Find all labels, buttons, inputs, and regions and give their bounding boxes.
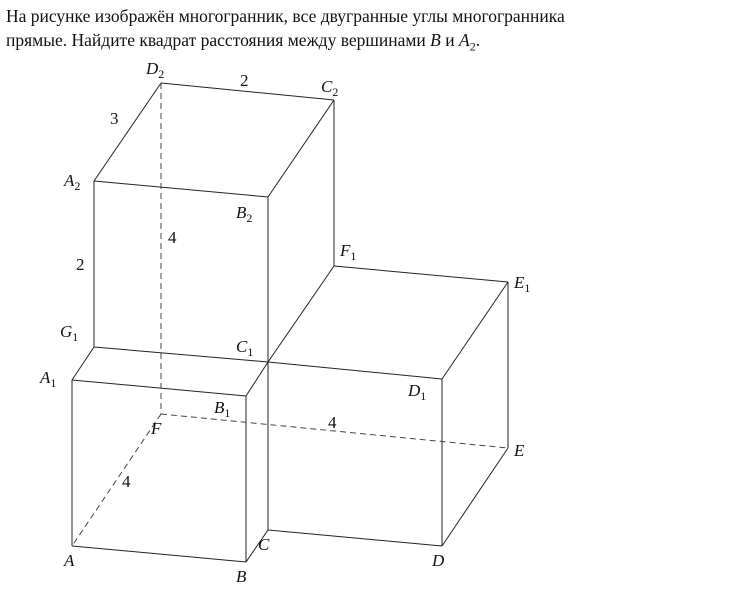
vertex-label-d1: $D_1$ [408,381,427,403]
edge-a1-b1 [72,380,246,396]
vertex-label-c1: $C_1$ [236,337,254,359]
vertex-label-g1: $G_1$ [60,322,79,344]
problem-conj: и [440,30,459,50]
edge-e1-d1 [442,282,508,379]
problem-period: . [475,30,481,50]
vertex-label-b: B [236,567,247,586]
edge-d2-a2 [94,83,161,181]
vertex-label-c2: $C_2$ [321,77,339,99]
vertex-label-d: D [432,551,445,570]
edge-c2-b2 [268,100,334,197]
edge-e-d [442,448,508,546]
problem-line-2-text: прямые. Найдите квадрат расстояния между вершинами [6,30,431,50]
vertex-label-c: C [258,535,270,554]
vertex-label-a2: $A_2$ [64,171,81,193]
dimension-top-depth: 3 [110,109,119,128]
edge-f1-e1 [334,266,508,282]
dimension-bottom-depth: 4 [122,472,131,491]
edge-g1-a1 [72,347,94,380]
edge-c1-d1 [268,362,442,379]
vertex-label-b2: $B_2$ [236,203,253,225]
vertex-label-a: A [64,551,75,570]
problem-line-1: На рисунке изображён многогранник, все двугранные углы многогранника [6,6,565,26]
dimension-right-length: 4 [328,413,337,432]
vertex-ref-b: B [430,30,441,50]
edge-c-d [268,530,442,546]
vertex-label-a1: $A_1$ [40,368,57,390]
vertex-labels [39,59,530,586]
visible-edges [72,83,508,562]
vertex-label-d2: $D_2$ [146,59,165,81]
edge-f1-c1 [268,266,334,362]
edge-f-a-hidden [72,414,161,546]
edge-a2-b2 [94,181,268,197]
dimension-upper-height: 2 [76,255,85,274]
vertex-ref-a2-sub: 2 [469,39,476,54]
vertex-label-f: F [151,419,162,438]
vertex-label-e: E [514,441,525,460]
vertex-ref-a2: A [458,30,470,50]
dimension-total-height: 4 [168,228,177,247]
dimension-top-width: 2 [240,71,249,90]
vertex-label-e1: $E_1$ [514,273,531,295]
edge-c1-b1 [246,362,268,396]
vertex-label-f1: $F_1$ [340,241,357,263]
vertex-label-b1: $B_1$ [214,398,231,420]
dimension-labels [76,71,337,491]
edge-a-b [72,546,246,562]
hidden-edges [72,83,508,546]
